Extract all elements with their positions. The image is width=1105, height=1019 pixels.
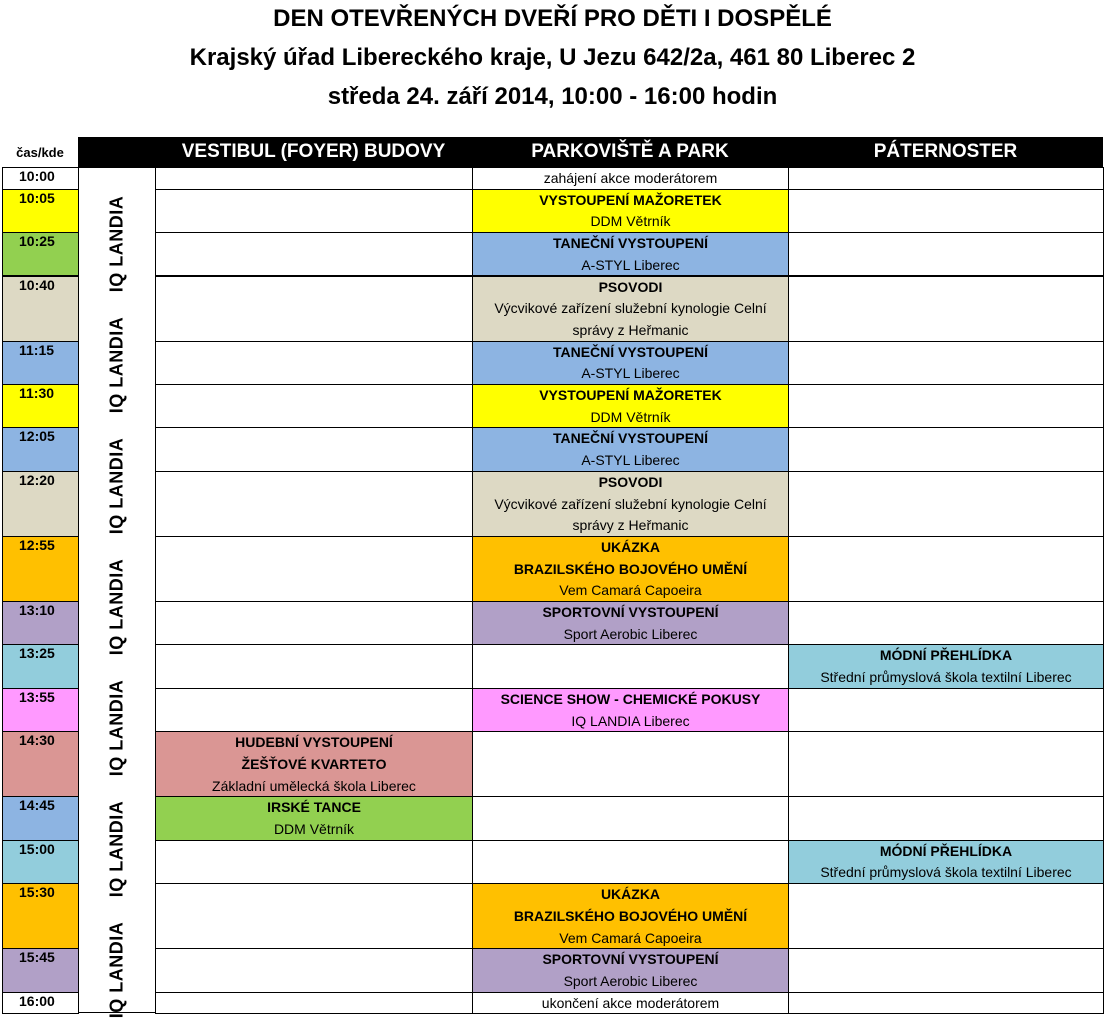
- event-performer: A-STYL Liberec: [581, 365, 680, 382]
- time-slot: 12:05: [2, 427, 79, 471]
- event-title: TANEČNÍ VYSTOUPENÍ: [552, 235, 709, 252]
- schedule-cell-empty: [155, 536, 473, 602]
- time-slot: 13:10: [2, 601, 79, 645]
- event-cell: [788, 644, 1104, 688]
- event-cell: [472, 427, 789, 471]
- event-cell: [472, 232, 789, 276]
- schedule-cell-empty: [155, 601, 473, 645]
- event-title-line2: BRAZILSKÉHO BOJOVÉHO UMĚNÍ: [513, 907, 748, 924]
- event-cell: [472, 688, 789, 732]
- page-subtitle-address: Krajský úřad Libereckého kraje, U Jezu 642/2a, 461 80 Liberec 2: [189, 44, 916, 71]
- event-cell: [472, 992, 789, 1015]
- event-cell: [788, 840, 1104, 884]
- event-performer: zahájení akce moderátorem: [543, 170, 718, 186]
- event-cell: [155, 796, 473, 840]
- event-title: MÓDNÍ PŘEHLÍDKA: [879, 647, 1013, 664]
- time-slot: 10:25: [2, 232, 79, 276]
- event-title: PSOVODI: [598, 473, 663, 490]
- schedule-cell-empty: [788, 276, 1104, 342]
- schedule-cell-empty: [155, 883, 473, 949]
- time-slot: 14:30: [2, 731, 79, 797]
- event-cell: [472, 948, 789, 992]
- schedule-cell-empty: [472, 644, 789, 688]
- event-performer: A-STYL Liberec: [581, 256, 680, 273]
- event-performer: Střední průmyslová škola textilní Liberec: [820, 669, 1072, 686]
- time-slot: 15:00: [2, 840, 79, 884]
- event-cell: [472, 601, 789, 645]
- schedule-cell-empty: [155, 471, 473, 537]
- event-title: PSOVODI: [598, 278, 663, 295]
- schedule-cell-empty: [788, 992, 1104, 1015]
- page-title: DEN OTEVŘENÝCH DVEŘÍ PRO DĚTI I DOSPĚLÉ: [273, 5, 832, 32]
- time-slot: 11:15: [2, 341, 79, 385]
- iq-landia-label: IQ LANDIA: [106, 558, 126, 656]
- page-subtitle-date: středa 24. září 2014, 10:00 - 16:00 hodin: [327, 83, 778, 110]
- schedule-cell-empty: [788, 427, 1104, 471]
- schedule-cell-empty: [788, 341, 1104, 385]
- schedule-cell-empty: [155, 384, 473, 428]
- time-slot: 10:00: [2, 167, 79, 190]
- event-cell: [472, 189, 789, 233]
- iq-landia-label: IQ LANDIA: [106, 921, 126, 1019]
- time-slot: 11:30: [2, 384, 79, 428]
- event-performer: DDM Větrník: [590, 408, 671, 425]
- schedule-cell-empty: [155, 840, 473, 884]
- time-slot: 15:45: [2, 948, 79, 992]
- event-performer: Střední průmyslová škola textilní Liberec: [820, 864, 1072, 881]
- event-performer: IQ LANDIA Liberec: [571, 712, 690, 729]
- event-performer: Výcvikové zařízení služební kynologie Celní: [494, 495, 767, 512]
- event-performer: Výcvikové zařízení služební kynologie Celní: [494, 300, 767, 317]
- event-cell: [472, 341, 789, 385]
- event-cell: [472, 471, 789, 537]
- schedule-cell-empty: [155, 276, 473, 342]
- schedule-cell-empty: [788, 189, 1104, 233]
- iq-landia-label: IQ LANDIA: [106, 438, 126, 535]
- event-performer: Základní umělecká škola Liberec: [212, 777, 416, 794]
- event-cell: [472, 276, 789, 342]
- header-parkoviste: PARKOVIŠTĚ A PARK: [472, 137, 788, 167]
- schedule-cell-empty: [788, 948, 1104, 992]
- header-vestibul: VESTIBUL (FOYER) BUDOVY: [155, 137, 472, 167]
- event-cell: [472, 536, 789, 602]
- event-performer: ukončení akce moderátorem: [541, 994, 720, 1011]
- event-title: TANEČNÍ VYSTOUPENÍ: [552, 430, 709, 447]
- event-performer: Sport Aerobic Liberec: [563, 972, 698, 989]
- event-performer: Vem Camará Capoeira: [559, 582, 702, 599]
- time-slot: 15:30: [2, 883, 79, 949]
- event-performer: DDM Větrník: [590, 213, 671, 230]
- schedule-cell-empty: [472, 731, 789, 797]
- event-title: SPORTOVNÍ VYSTOUPENÍ: [542, 951, 719, 968]
- schedule-cell-empty: [788, 731, 1104, 797]
- event-title: SPORTOVNÍ VYSTOUPENÍ: [542, 604, 719, 620]
- iq-landia-label: IQ LANDIA: [106, 317, 126, 414]
- event-title-line2: BRAZILSKÉHO BOJOVÉHO UMĚNÍ: [513, 560, 748, 577]
- event-title: TANEČNÍ VYSTOUPENÍ: [552, 343, 709, 360]
- schedule-cell-empty: [472, 796, 789, 840]
- time-slot: 10:40: [2, 276, 79, 342]
- schedule-cell-empty: [155, 644, 473, 688]
- event-title: HUDEBNÍ VYSTOUPENÍ: [235, 734, 393, 751]
- time-slot: 10:05: [2, 189, 79, 233]
- schedule-cell-empty: [155, 992, 473, 1015]
- schedule-cell-empty: [155, 189, 473, 233]
- event-cell: [472, 883, 789, 949]
- schedule-cell-empty: [788, 167, 1104, 190]
- event-performer: DDM Větrník: [273, 821, 355, 837]
- event-title: SCIENCE SHOW - CHEMICKÉ POKUSY: [500, 690, 761, 707]
- time-slot: 13:25: [2, 644, 79, 688]
- schedule-cell-empty: [155, 341, 473, 385]
- event-cell: [472, 167, 789, 190]
- schedule-cell-empty: [472, 840, 789, 884]
- schedule-cell-empty: [155, 427, 473, 471]
- schedule-cell-empty: [788, 601, 1104, 645]
- schedule-cell-empty: [155, 688, 473, 732]
- schedule-cell-empty: [788, 536, 1104, 602]
- time-slot: 12:55: [2, 536, 79, 602]
- event-title: IRSKÉ TANCE: [267, 799, 361, 816]
- event-title: MÓDNÍ PŘEHLÍDKA: [879, 842, 1013, 859]
- time-slot: 14:45: [2, 796, 79, 840]
- event-title: VYSTOUPENÍ MAŽORETEK: [539, 387, 722, 403]
- iq-landia-column: [77, 167, 156, 1019]
- event-title-line2: ŽEŠŤOVÉ KVARTETO: [241, 755, 387, 772]
- schedule-cell-empty: [155, 232, 473, 276]
- event-performer: správy z Heřmanic: [572, 321, 689, 338]
- schedule-cell-empty: [788, 688, 1104, 732]
- event-cell: [472, 384, 789, 428]
- event-performer: Sport Aerobic Liberec: [563, 625, 698, 642]
- schedule-cell-empty: [788, 883, 1104, 949]
- schedule-cell-empty: [788, 796, 1104, 840]
- schedule-cell-empty: [788, 471, 1104, 537]
- time-slot: 13:55: [2, 688, 79, 732]
- time-slot: 16:00: [2, 992, 79, 1015]
- schedule-cell-empty: [788, 384, 1104, 428]
- header-paternoster: PÁTERNOSTER: [788, 137, 1103, 167]
- event-title: UKÁZKA: [600, 538, 661, 555]
- event-title: VYSTOUPENÍ MAŽORETEK: [539, 191, 722, 208]
- event-cell: [155, 731, 473, 797]
- header-time-column: čas/kde: [2, 137, 78, 167]
- schedule-cell-empty: [155, 167, 473, 190]
- schedule-table: [2, 137, 1104, 1017]
- iq-landia-label: IQ LANDIA: [106, 679, 126, 777]
- iq-landia-label: IQ LANDIA: [106, 196, 126, 293]
- event-performer: Vem Camará Capoeira: [559, 929, 702, 946]
- schedule-cell-empty: [788, 232, 1104, 276]
- schedule-cell-empty: [155, 948, 473, 992]
- iq-landia-label: IQ LANDIA: [106, 800, 126, 898]
- event-performer: správy z Heřmanic: [572, 517, 689, 534]
- event-performer: A-STYL Liberec: [581, 452, 680, 469]
- event-title: UKÁZKA: [600, 886, 661, 903]
- time-slot: 12:20: [2, 471, 79, 537]
